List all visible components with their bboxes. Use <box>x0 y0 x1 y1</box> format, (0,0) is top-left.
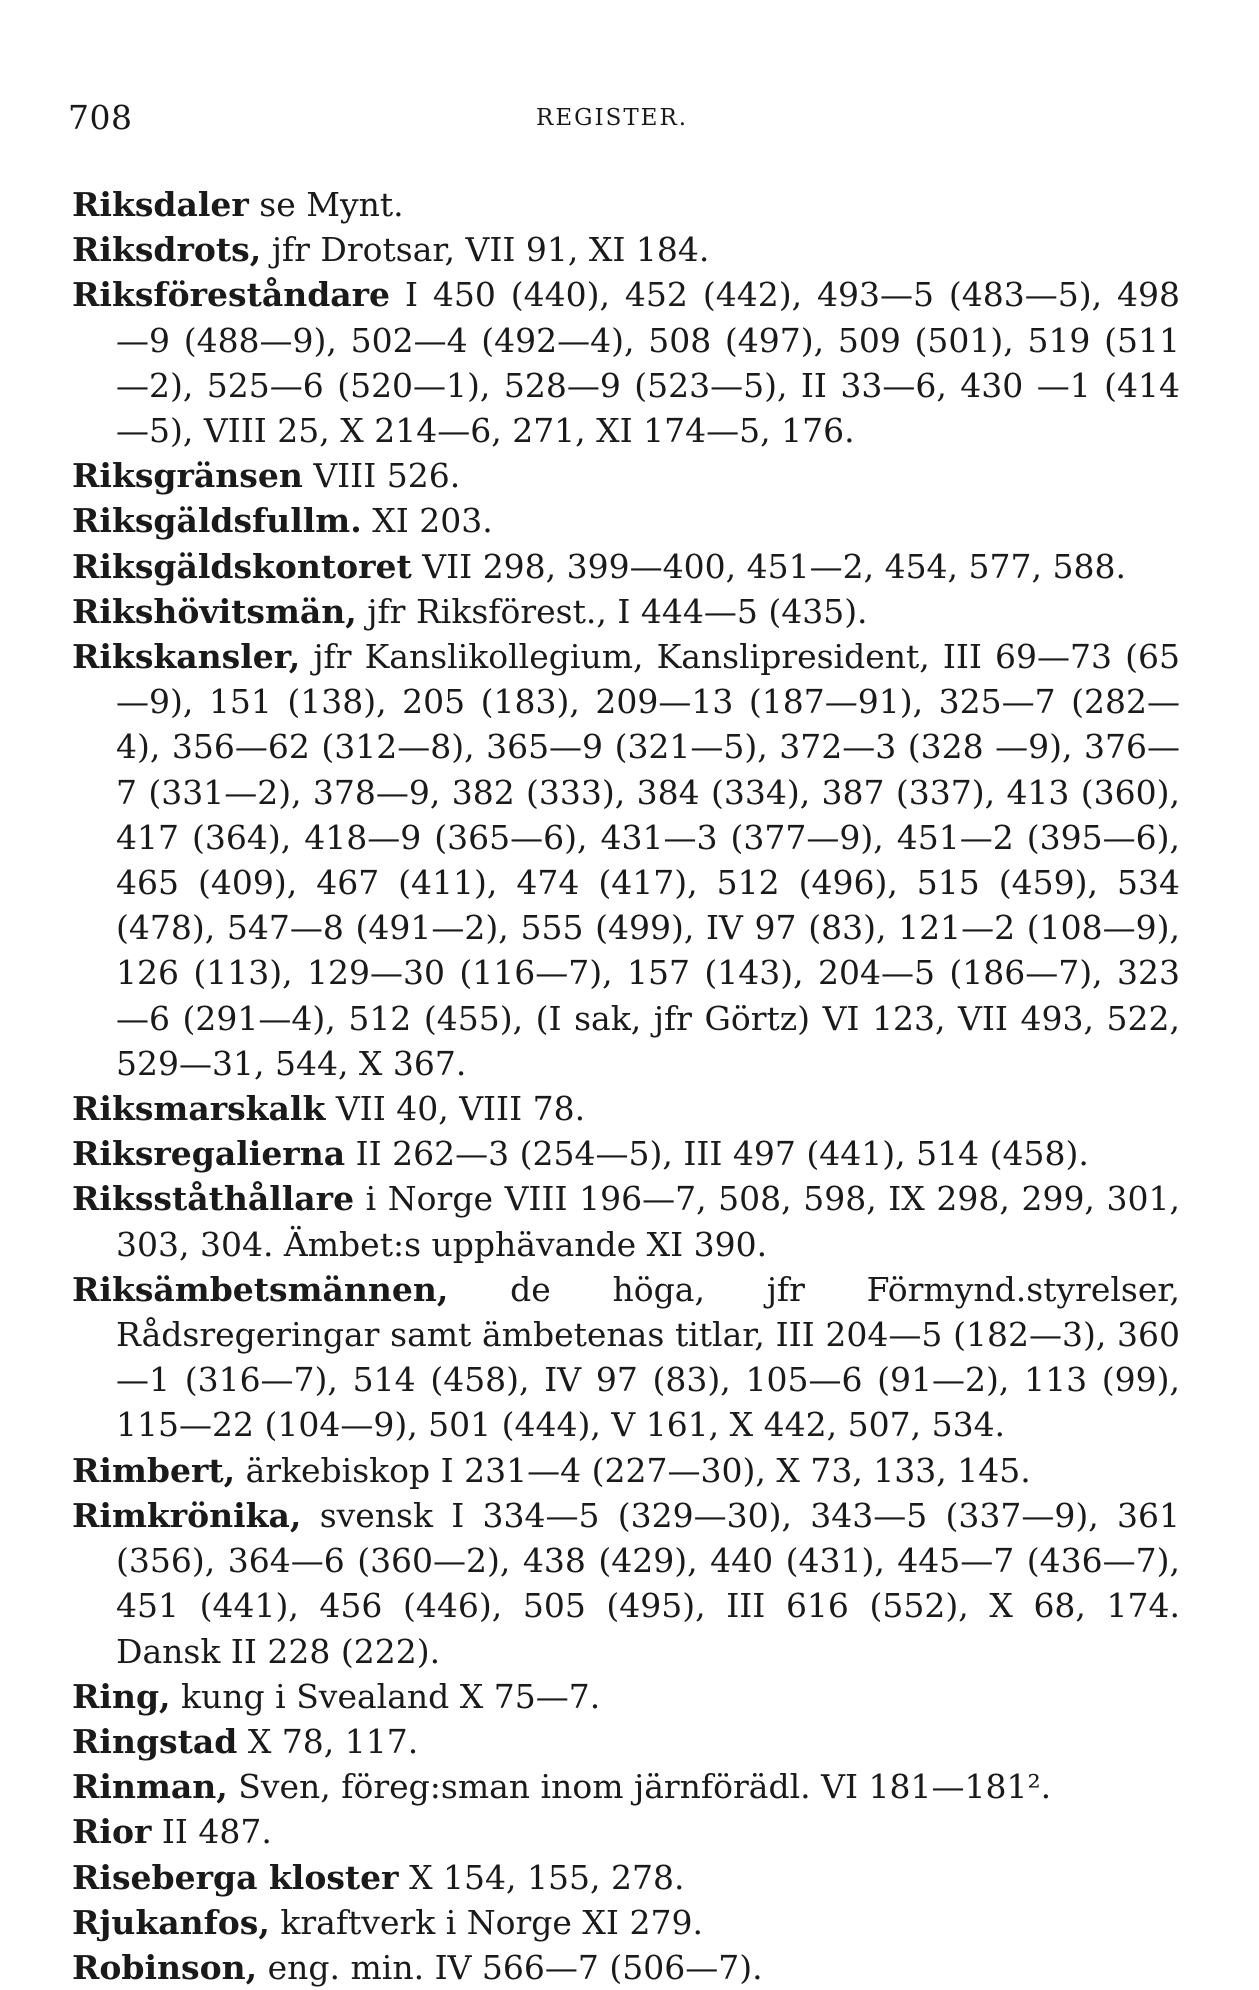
index-entries <box>72 182 1180 1990</box>
entry-references: jfr Riksförest., I 444—5 (435). <box>367 591 868 631</box>
index-entry <box>72 1719 1180 1764</box>
index-entry <box>72 1493 1180 1674</box>
index-entry <box>72 1448 1180 1493</box>
entry-references: X 154, 155, 278. <box>409 1857 685 1897</box>
entry-headword: Riksdrots, <box>72 230 262 270</box>
entry-headword: Riksgäldskontoret <box>72 546 412 586</box>
index-entry <box>72 182 1180 227</box>
index-entry <box>72 1809 1180 1854</box>
entry-headword: Rikskansler, <box>72 637 301 677</box>
entry-headword: Robinson, <box>72 1947 258 1987</box>
entry-headword: Rjukanfos, <box>72 1902 270 1942</box>
entry-headword: Rior <box>72 1812 152 1852</box>
entry-references: II 262—3 (254—5), III 497 (441), 514 (458). <box>355 1134 1089 1174</box>
entry-references: XI 203. <box>372 501 493 541</box>
entry-references: i Norge VIII 196—7, 508, 598, IX 298, 299, 301, 303, 304. Ämbet:s upphävande XI 390. <box>116 1179 1180 1264</box>
entry-headword: Riksregalierna <box>72 1134 346 1174</box>
entry-references: II 487. <box>161 1812 272 1852</box>
entry-headword: Riksgäldsfullm. <box>72 501 362 541</box>
entry-references: ärkebiskop I 231—4 (227—30), X 73, 133, 145. <box>245 1450 1031 1490</box>
index-entry <box>72 1267 1180 1448</box>
entry-headword: Rimkrönika, <box>72 1495 302 1535</box>
running-head: REGISTER. <box>536 105 689 131</box>
entry-references: kung i Svealand X 75—7. <box>181 1676 601 1716</box>
entry-headword: Rinman, <box>72 1767 228 1807</box>
index-entry <box>72 1945 1180 1990</box>
page-header <box>68 98 1178 138</box>
entry-headword: Riksämbetsmännen, <box>72 1269 449 1309</box>
entry-headword: Riksdaler <box>72 185 249 224</box>
index-entry <box>72 1764 1180 1809</box>
entry-references: jfr Drotsar, VII 91, XI 184. <box>271 230 710 270</box>
index-entry <box>72 1086 1180 1131</box>
index-entry <box>72 227 1180 272</box>
entry-references: de höga, jfr Förmynd.styrelser, Rådsregeringar samt ämbetenas titlar, III 204—5 (182—3), 360—1 (316—7), 514 (458), IV 97 (83), 105—6 (91—2), 113 (99), 115—22 (104—9), 501 (444), V 161, X 442, 507, 534. <box>116 1269 1181 1445</box>
entry-references: VIII 526. <box>313 456 461 496</box>
entry-references: I 450 (440), 452 (442), 493—5 (483—5), 498 —9 (488—9), 502—4 (492—4), 508 (497), 509 (501), 519 (511—2), 525—6 (520—1), 528—9 (523—5), II 33—6, 430 —1 (414—5), VIII 25, X 214—6, 271, XI 174—5, 176. <box>116 275 1180 451</box>
index-entry <box>72 1131 1180 1176</box>
entry-headword: Riksmarskalk <box>72 1089 326 1129</box>
entry-headword: Rikshövitsmän, <box>72 591 357 631</box>
entry-references: eng. min. IV 566—7 (506—7). <box>267 1947 763 1987</box>
index-entry <box>72 544 1180 589</box>
index-entry <box>72 1855 1180 1900</box>
entry-references: jfr Kanslikollegium, Kanslipresident, III 69—73 (65—9), 151 (138), 205 (183), 209—13 (187—91), 325—7 (282—4), 356—62 (312—8), 365—9 (321—5), 372—3 (328 —9), 376—7 (331—2), 378—9, 382 (333), 384 (334), 387 (337), 413 (360), 417 (364), 418—9 (365—6), 431—3 (377—9), 451—2 (395—6), 465 (409), 467 (411), 474 (417), 512 (496), 515 (459), 534 (478), 547—8 (491—2), 555 (499), IV 97 (83), 121—2 (108—9), 126 (113), 129—30 (116—7), 157 (143), 204—5 (186—7), 323—6 (291—4), 512 (455), (I sak, jfr Görtz) VI 123, VII 493, 522, 529—31, 544, X 367. <box>116 637 1180 1083</box>
page-number: 708 <box>68 98 133 137</box>
entry-references: X 78, 117. <box>247 1721 419 1761</box>
entry-references: Sven, föreg:sman inom järnförädl. VI 181—181². <box>238 1767 1052 1807</box>
entry-references: kraftverk i Norge XI 279. <box>280 1902 703 1942</box>
index-entry <box>72 453 1180 498</box>
index-entry <box>72 272 1180 453</box>
index-entry <box>72 589 1180 634</box>
entry-headword: Ringstad <box>72 1721 238 1761</box>
entry-references: svensk I 334—5 (329—30), 343—5 (337—9), 361 (356), 364—6 (360—2), 438 (429), 440 (431), 445—7 (436—7), 451 (441), 456 (446), 505 (495), III 616 (552), X 68, 174. Dansk II 228 (222). <box>116 1495 1181 1671</box>
index-entry <box>72 1900 1180 1945</box>
index-entry <box>72 498 1180 543</box>
index-entry <box>72 634 1180 1086</box>
entry-headword: Rimbert, <box>72 1450 236 1490</box>
entry-headword: Riksgränsen <box>72 456 303 496</box>
entry-headword: Riksståthållare <box>72 1179 355 1219</box>
entry-headword: Riseberga kloster <box>72 1857 399 1897</box>
index-entry <box>72 1674 1180 1719</box>
entry-references: VII 40, VIII 78. <box>335 1089 586 1129</box>
entry-references: VII 298, 399—400, 451—2, 454, 577, 588. <box>422 546 1126 586</box>
entry-references: se Mynt. <box>259 185 404 224</box>
index-entry <box>72 1176 1180 1266</box>
entry-headword: Riksföreståndare <box>72 275 391 315</box>
entry-headword: Ring, <box>72 1676 171 1716</box>
